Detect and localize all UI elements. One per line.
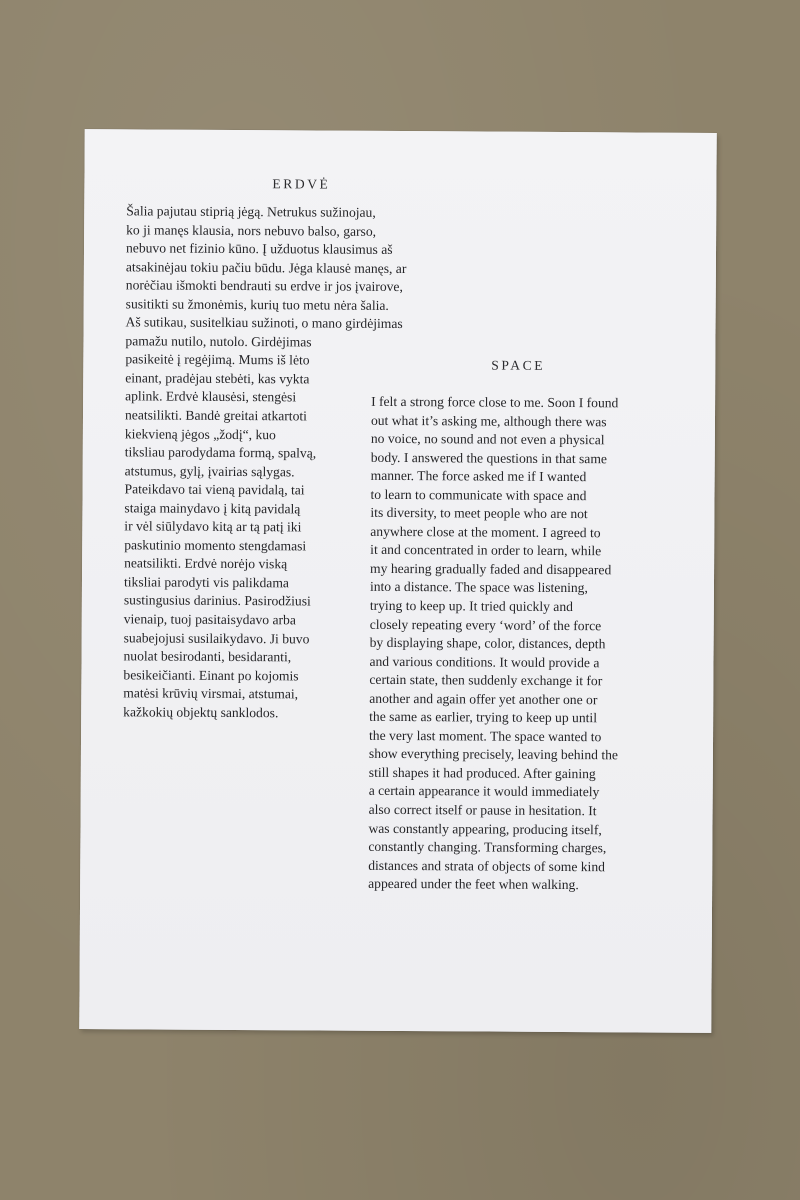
text-line-lithuanian: vienaip, tuoj pasitaisydavo arba xyxy=(123,611,296,628)
text-line-lithuanian: susitikti su žmonėmis, kurių tuo metu nėra šalia. xyxy=(125,296,389,313)
title-english: SPACE xyxy=(491,357,546,373)
text-column-lithuanian xyxy=(123,202,407,723)
text-line-lithuanian: nebuvo net fizinio kūno. Į užduotus klausimus aš xyxy=(125,240,393,258)
text-column-english xyxy=(368,393,620,895)
text-line-english: constantly changing. Transforming charges, xyxy=(368,838,607,856)
text-line-lithuanian: einant, pradėjau stebėti, kas vykta xyxy=(125,370,310,387)
text-line-english: trying to keep up. It tried quickly and xyxy=(369,597,574,615)
text-line-lithuanian: tiksliau parodydama formą, spalvą, xyxy=(124,444,317,461)
text-line-english: closely repeating every ‘word’ of the force xyxy=(369,616,602,633)
text-line-english: body. I answered the questions in that same xyxy=(370,449,608,466)
text-line-lithuanian: pasikeitė į regėjimą. Mums iš lėto xyxy=(125,351,310,368)
text-line-lithuanian: Aš sutikau, susitelkiau sužinoti, o mano girdėjimas xyxy=(125,314,403,332)
text-line-lithuanian: besikeičianti. Einant po kojomis xyxy=(123,666,299,684)
text-line-english: distances and strata of objects of some kind xyxy=(368,857,606,874)
text-line-lithuanian: norėčiau išmokti bendrauti su erdve ir jos įvairove, xyxy=(125,277,403,295)
text-line-lithuanian: neatsilikti. Erdvė norėjo viską xyxy=(124,555,288,572)
text-line-lithuanian: atsakinėjau tokiu pačiu būdu. Jėga klausė manęs, ar xyxy=(125,258,407,276)
text-line-lithuanian: sustingusius darinius. Pasirodžiusi xyxy=(123,592,311,609)
text-line-english: its diversity, to meet people who are not xyxy=(370,505,588,522)
text-line-english: show everything precisely, leaving behind the xyxy=(368,746,619,763)
text-line-english: was constantly appearing, producing itself, xyxy=(368,820,602,837)
text-line-lithuanian: ko ji manęs klausia, nors nebuvo balso, garso, xyxy=(126,221,377,239)
text-line-lithuanian: atstumus, gylį, įvairias sąlygas. xyxy=(124,462,295,480)
text-line-lithuanian: suabejojusi susilaikydavo. Ji buvo xyxy=(123,629,310,647)
text-line-english: to learn to communicate with space and xyxy=(370,486,587,503)
text-line-english: still shapes it had produced. After gaining xyxy=(368,764,596,782)
text-line-english: appeared under the feet when walking. xyxy=(368,876,579,893)
title-lithuanian: ERDVĖ xyxy=(272,176,331,192)
text-line-english: the same as earlier, trying to keep up until xyxy=(369,709,598,726)
text-line-lithuanian: kiekvieną jėgos „žodį“, kuo xyxy=(124,425,276,442)
text-line-lithuanian: pamažu nutilo, nutolo. Girdėjimas xyxy=(125,333,312,350)
text-line-lithuanian: ir vėl siūlydavo kitą ar tą patį iki xyxy=(124,518,302,535)
text-line-lithuanian: kažkokių objektų sanklodos. xyxy=(123,704,279,721)
text-line-english: anywhere close at the moment. I agreed to xyxy=(370,523,601,541)
text-line-english: certain state, then suddenly exchange it for xyxy=(369,672,603,689)
text-line-english: no voice, no sound and not even a physical xyxy=(370,430,605,448)
text-line-english: my hearing gradually faded and disappeared xyxy=(370,560,612,578)
text-line-english: by displaying shape, color, distances, depth xyxy=(369,634,606,652)
text-line-lithuanian: Šalia pajutau stiprią jėgą. Netrukus sužinojau, xyxy=(126,203,376,220)
text-line-lithuanian: staiga mainydavo į kitą pavidalą xyxy=(124,500,301,517)
text-line-english: also correct itself or pause in hesitation. It xyxy=(368,801,597,819)
text-line-lithuanian: neatsilikti. Bandė greitai atkartoti xyxy=(124,407,308,424)
text-line-english: it and concentrated in order to learn, while xyxy=(370,542,602,559)
text-line-english: and various conditions. It would provide a xyxy=(369,653,600,670)
paper-sheet xyxy=(79,129,716,1033)
text-line-lithuanian: aplink. Erdvė klausėsi, stengėsi xyxy=(125,388,297,405)
text-line-english: manner. The force asked me if I wanted xyxy=(370,468,587,485)
text-line-english: a certain appearance it would immediately xyxy=(368,783,600,800)
text-line-english: another and again offer yet another one or xyxy=(369,690,598,707)
text-line-lithuanian: paskutinio momento stengdamasi xyxy=(124,537,307,554)
text-line-lithuanian: matėsi krūvių virsmai, atstumai, xyxy=(123,685,299,702)
text-line-english: into a distance. The space was listening, xyxy=(369,579,588,596)
text-line-lithuanian: Pateikdavo tai vieną pavidalą, tai xyxy=(124,481,305,498)
text-line-english: I felt a strong force close to me. Soon I found xyxy=(371,393,619,411)
text-line-english: out what it’s asking me, although there was xyxy=(370,412,607,429)
text-line-english: the very last moment. The space wanted to xyxy=(369,727,602,745)
text-line-lithuanian: nuolat besirodanti, besidaranti, xyxy=(123,648,292,665)
text-line-lithuanian: tiksliai parodyti vis palikdama xyxy=(123,574,290,591)
